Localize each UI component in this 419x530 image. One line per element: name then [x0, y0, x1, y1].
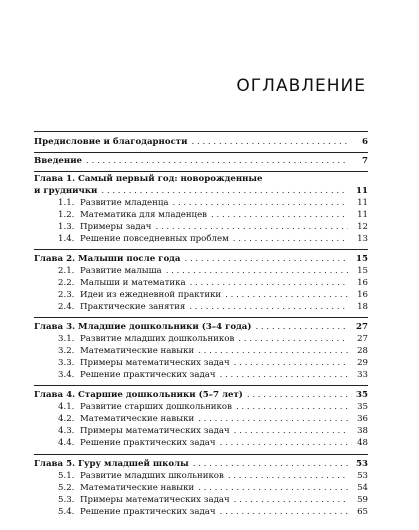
entry-page: 65	[357, 507, 368, 517]
entry-text: Идеи из ежедневной практики	[80, 290, 222, 300]
entry-text: Решение практических задач	[80, 507, 216, 517]
section-number: 2.4.	[58, 302, 75, 312]
section-number: 5.2.	[58, 483, 75, 493]
entry-text: Глава 5. Гуру младшей школы	[34, 459, 189, 469]
entry-text: Практические занятия	[80, 302, 186, 312]
entry-text: Примеры математических задач	[80, 358, 230, 368]
leader-dots	[184, 254, 348, 264]
divider	[34, 249, 368, 250]
entry-text: Математические навыки	[80, 414, 195, 424]
entry-text: Решение повседневных проблем	[80, 234, 229, 244]
section-number: 4.1.	[58, 402, 75, 412]
entry-text: Математика для младенцев	[80, 210, 208, 220]
leader-dots	[189, 302, 348, 312]
leader-dots	[234, 426, 348, 436]
section-number: 1.3.	[58, 222, 75, 232]
entry-text: Развитие младенца	[80, 198, 169, 208]
leader-dots	[247, 390, 348, 400]
entry-page: 38	[357, 426, 368, 436]
entry-page: 35	[357, 402, 368, 412]
toc-section-5-4[interactable]	[58, 507, 368, 520]
entry-text: Введение	[34, 156, 83, 166]
entry-page: 13	[357, 234, 368, 244]
entry-page: 28	[357, 346, 368, 356]
section-number: 3.4.	[58, 370, 75, 380]
section-number: 3.2.	[58, 346, 75, 356]
entry-page: 48	[357, 438, 368, 448]
leader-dots	[233, 234, 348, 244]
leader-dots	[172, 198, 348, 208]
section-number: 1.4.	[58, 234, 75, 244]
section-number: 3.1.	[58, 334, 75, 344]
entry-page: 11	[357, 210, 368, 220]
section-number: 4.2.	[58, 414, 75, 424]
entry-text: Примеры математических задач	[80, 495, 230, 505]
section-number: 1.1.	[58, 198, 75, 208]
entry-page: 29	[357, 358, 368, 368]
leader-dots	[198, 483, 348, 493]
leader-dots	[220, 438, 348, 448]
section-number: 3.3.	[58, 358, 75, 368]
page-title: ОГЛАВЛЕНИЕ	[236, 76, 366, 96]
entry-page: 35	[356, 390, 368, 400]
entry-text: Развитие младших школьников	[80, 471, 224, 481]
entry-page: 18	[357, 302, 368, 312]
entry-text: Примеры математических задач	[80, 426, 230, 436]
section-number: 2.2.	[58, 278, 75, 288]
toc-section-4-4[interactable]	[58, 438, 368, 451]
leader-dots	[236, 402, 348, 412]
entry-page: 27	[357, 334, 368, 344]
toc-entry-preface[interactable]	[34, 137, 368, 150]
leader-dots	[155, 222, 348, 232]
leader-dots	[192, 137, 348, 147]
entry-page: 15	[356, 254, 368, 264]
entry-page: 6	[362, 137, 368, 147]
entry-page: 7	[362, 156, 368, 166]
toc-entry-intro[interactable]	[34, 156, 368, 169]
leader-dots	[166, 266, 348, 276]
leader-dots	[211, 210, 348, 220]
divider	[34, 385, 368, 386]
divider	[34, 171, 368, 172]
section-number: 5.1.	[58, 471, 75, 481]
entry-page: 53	[357, 471, 368, 481]
leader-dots	[220, 370, 348, 380]
leader-dots	[228, 471, 348, 481]
divider	[34, 317, 368, 318]
leader-dots	[220, 507, 348, 517]
entry-page: 36	[357, 414, 368, 424]
leader-dots	[198, 346, 348, 356]
leader-dots	[255, 322, 348, 332]
entry-page: 16	[357, 290, 368, 300]
entry-text: Развитие старших дошкольников	[80, 402, 232, 412]
entry-page: 11	[356, 186, 368, 196]
entry-page: 15	[357, 266, 368, 276]
leader-dots	[101, 186, 348, 196]
leader-dots	[193, 459, 348, 469]
entry-page: 12	[357, 222, 368, 232]
entry-page: 33	[357, 370, 368, 380]
leader-dots	[86, 156, 348, 166]
entry-text: Развитие младших дошкольников	[80, 334, 235, 344]
divider	[34, 152, 368, 153]
toc-section-2-4[interactable]	[58, 302, 368, 315]
toc-section-1-4[interactable]	[58, 234, 368, 247]
entry-page: 11	[357, 198, 368, 208]
section-number: 1.2.	[58, 210, 75, 220]
entry-text: Глава 4. Старшие дошкольники (5–7 лет)	[34, 390, 243, 400]
entry-text: Глава 3. Младшие дошкольники (3–4 года)	[34, 322, 252, 332]
entry-text: и груднички	[34, 186, 98, 196]
entry-text: Малыши и математика	[80, 278, 186, 288]
section-number: 5.4.	[58, 507, 75, 517]
entry-text: Решение практических задач	[80, 370, 216, 380]
section-number: 5.3.	[58, 495, 75, 505]
entry-page: 59	[357, 495, 368, 505]
entry-text: Глава 2. Малыши после года	[34, 254, 181, 264]
leader-dots	[198, 414, 348, 424]
leader-dots	[234, 358, 348, 368]
section-number: 2.1.	[58, 266, 75, 276]
leader-dots	[238, 334, 348, 344]
entry-page: 53	[356, 459, 368, 469]
toc-section-3-4[interactable]	[58, 370, 368, 383]
leader-dots	[234, 495, 348, 505]
entry-text: Математические навыки	[80, 483, 195, 493]
leader-dots	[190, 278, 348, 288]
entry-text: Предисловие и благодарности	[34, 137, 188, 147]
entry-text: Математические навыки	[80, 346, 195, 356]
entry-page: 54	[357, 483, 368, 493]
leader-dots	[225, 290, 348, 300]
entry-text: Решение практических задач	[80, 438, 216, 448]
section-number: 4.4.	[58, 438, 75, 448]
section-number: 2.3.	[58, 290, 75, 300]
entry-page: 27	[356, 322, 368, 332]
chapter-heading[interactable]: Глава 1. Самый первый год: новорожденные	[34, 174, 263, 184]
divider	[34, 454, 368, 455]
entry-text: Развитие малыша	[80, 266, 162, 276]
divider	[34, 131, 368, 132]
section-number: 4.3.	[58, 426, 75, 436]
entry-page: 16	[357, 278, 368, 288]
entry-text: Примеры задач	[80, 222, 152, 232]
